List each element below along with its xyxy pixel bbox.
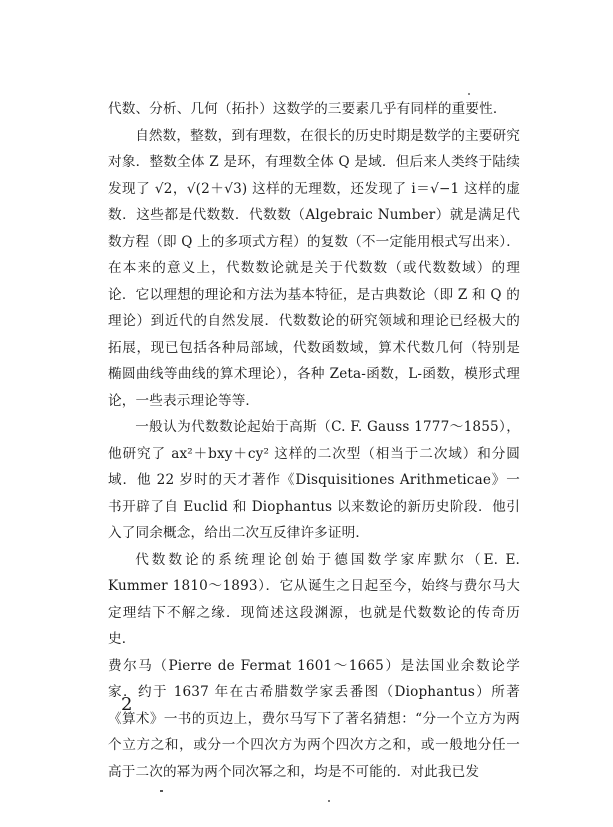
paragraph-4: 代数数论的系统理论创始于德国数学家库默尔（E. E. Kummer 1810～1893）．它从诞生之日起至今，始终与费尔马大定理结下不解之缘．现简述这段渊源，也就是代数数论的传奇历史．: [108, 551, 520, 647]
scan-speck: [160, 790, 163, 792]
paragraph-1: 代数、分析、几何（拓扑）这数学的三要素几乎有同样的重要性．: [108, 101, 507, 117]
scan-speck: [328, 800, 330, 802]
paragraph-3: 一般认为代数数论起始于高斯（C. F. Gauss 1777～1855），他研究了 ax²＋bxy＋cy² 这样的二次型（相当于二次域）和分圆域．他 22 岁时的天才著作《Disquisitiones Arithmeticae》一书开辟了自 Euclid 和 Diophantus 以来数论的新历史阶段．他引入了同余概念，给出二次互反律许多证明．: [108, 419, 520, 541]
scan-speck: [468, 93, 470, 95]
page-body: [108, 96, 520, 785]
page-number: 2: [121, 694, 133, 715]
paragraph-5: 费尔马（Pierre de Fermat 1601～1665）是法国业余数论学家．约于 1637 年在古希腊数学家丢番图（Diophantus）所著《算术》一书的页边上，费尔马写下了著名猜想：“分一个立方为两个立方之和，或分一个四次方为两个四次方之和，或一般地分任一高于二次的幂为两个同次幂之和，均是不可能的．对此我已发: [108, 657, 520, 780]
paragraph-2: 自然数，整数，到有理数，在很长的历史时期是数学的主要研究对象．整数全体 Z 是环，有理数全体 Q 是域．但后来人类终于陆续发现了 √2，√(2＋√3) 这样的无理数，还发现了 i＝√−1 这样的虚数．这些都是代数数．代数数（Algebraic Number）就是满足代数方程（即 Q 上的多项式方程）的复数（不一定能用根式写出来）．在本来的意义上，代数数论就是关于代数数（或代数数域）的理论．它以理想的理论和方法为基本特征，是古典数论（即 Z 和 Q 的理论）到近代的自然发展．代数数论的研究领域和理论已经极大的拓展，现已包括各种局部域，代数函数域，算术代数几何（特别是椭圆曲线等曲线的算术理论），各种 Zeta-函数，L-函数，模形式理论，一些表示理论等等．: [108, 127, 521, 409]
